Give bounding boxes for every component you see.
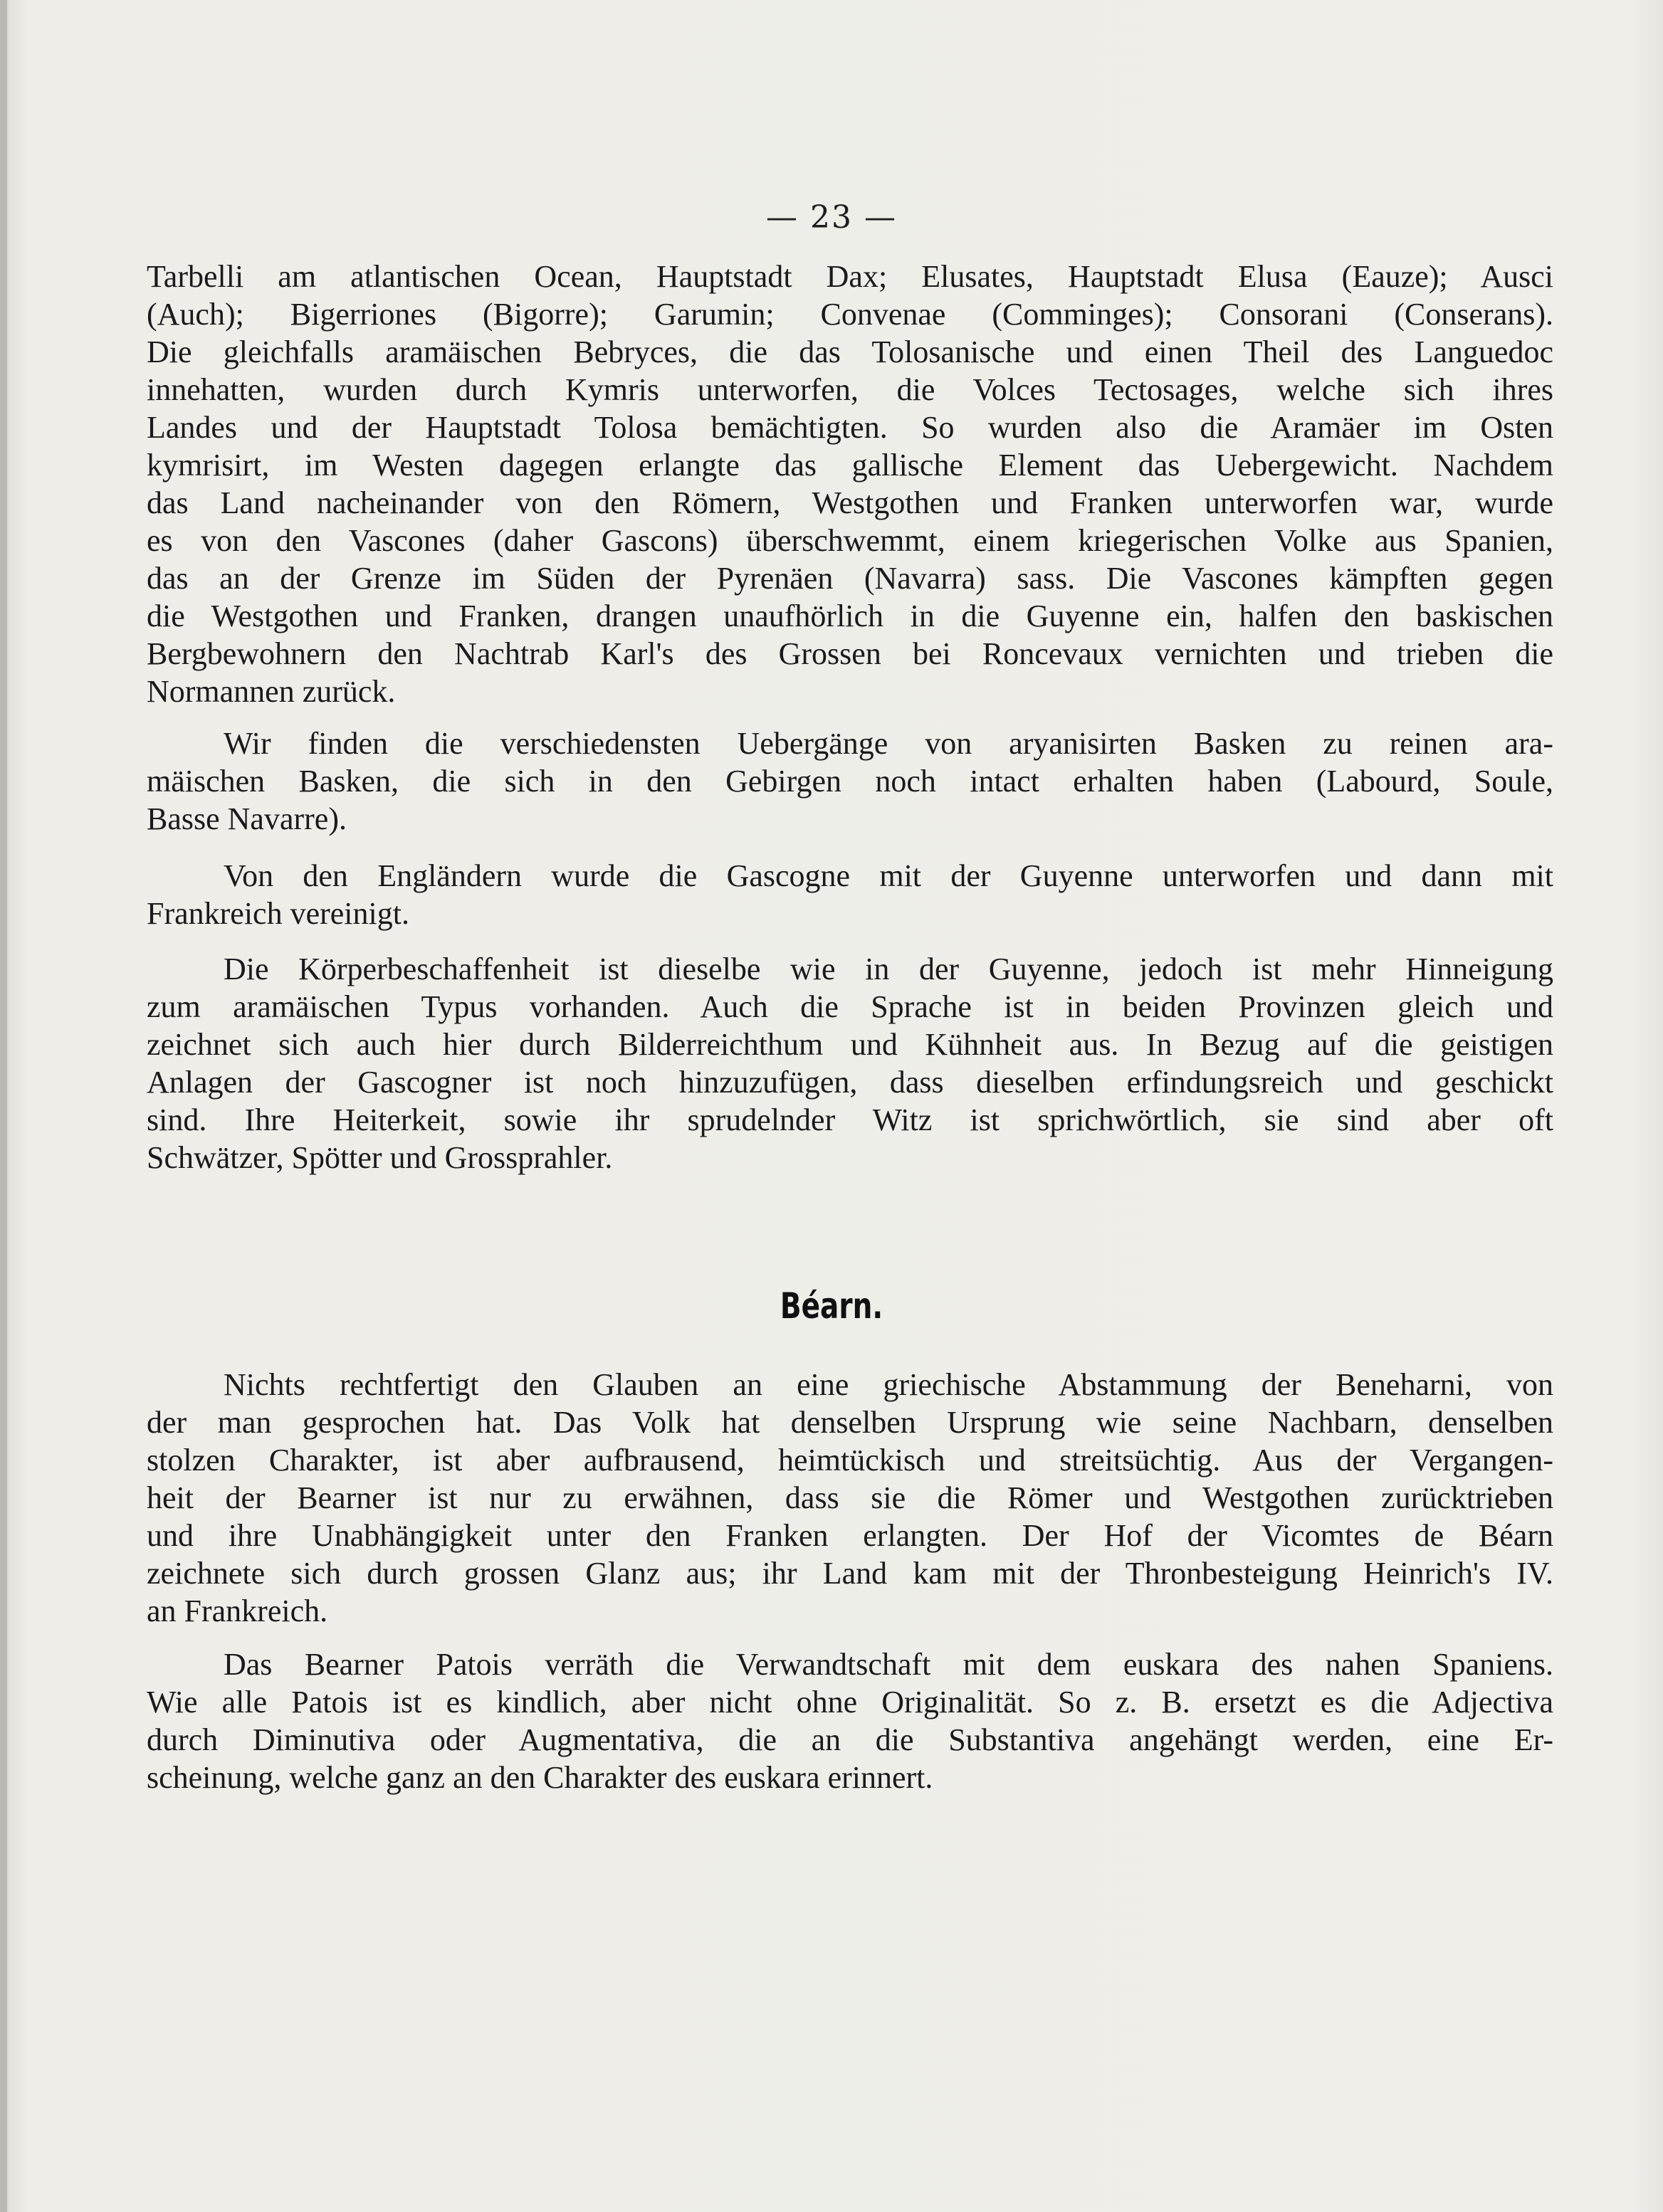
text-line: es von den Vascones (daher Gascons) überschwemmt, einem kriegerischen Volke aus Spanien, (147, 523, 1553, 558)
paragraph-4 (147, 950, 1553, 1176)
text-line: das Land nacheinander von den Römern, Westgothen und Franken unterworfen war, wurde (147, 485, 1553, 520)
text-line: Basse Navarre). (147, 801, 347, 836)
section-heading: Béarn. (780, 1285, 883, 1327)
paragraph-5 (147, 1366, 1553, 1630)
text-line: die Westgothen und Franken, drangen unaufhörlich in die Guyenne ein, halfen den baskischen (147, 599, 1553, 633)
text-line: Bergbewohnern den Nachtrab Karl's des Grossen bei Roncevaux vernichten und trieben die (147, 636, 1553, 671)
text-line: durch Diminutiva oder Augmentativa, die an die Substantiva angehängt werden, eine Er- (147, 1722, 1553, 1757)
text-line: Frankreich vereinigt. (147, 896, 409, 931)
text-line: Landes und der Hauptstadt Tolosa bemächtigten. So wurden also die Aramäer im Osten (147, 410, 1553, 445)
text-line: Schwätzer, Spötter und Grossprahler. (147, 1140, 613, 1175)
text-line: Nichts rechtfertigt den Glauben an eine griechische Abstammung der Beneharni, von (224, 1367, 1553, 1402)
text-line: und ihre Unabhängigkeit unter den Franken erlangten. Der Hof der Vicomtes de Béarn (147, 1518, 1553, 1553)
text-line: (Auch); Bigerriones (Bigorre); Garumin; Convenae (Comminges); Consorani (Conserans). (147, 297, 1553, 332)
text-line: zeichnete sich durch grossen Glanz aus; ihr Land kam mit der Thronbesteigung Heinrich's IV. (147, 1556, 1553, 1591)
page-number: — 23 — (766, 199, 897, 236)
text-line: innehatten, wurden durch Kymris unterworfen, die Volces Tectosages, welche sich ihres (147, 372, 1553, 407)
text-line: sind. Ihre Heiterkeit, sowie ihr sprudelnder Witz ist sprichwörtlich, sie sind aber oft (147, 1102, 1553, 1137)
text-line: Wir finden die verschiedensten Uebergänge von aryanisirten Basken zu reinen ara- (224, 726, 1553, 761)
text-line: zum aramäischen Typus vorhanden. Auch die Sprache ist in beiden Provinzen gleich und (147, 989, 1553, 1024)
text-line: Tarbelli am atlantischen Ocean, Hauptstadt Dax; Elusates, Hauptstadt Elusa (Eauze); Ausci (147, 259, 1553, 294)
text-line: Wie alle Patois ist es kindlich, aber nicht ohne Originalität. So z. B. ersetzt es die Adjectiva (147, 1685, 1553, 1719)
paragraph-1 (147, 258, 1553, 710)
text-line: Die Körperbeschaffenheit ist dieselbe wie in der Guyenne, jedoch ist mehr Hinneigung (224, 952, 1553, 986)
text-line: heit der Bearner ist nur zu erwähnen, dass sie die Römer und Westgothen zurücktrieben (147, 1480, 1553, 1515)
page-binding-edge (0, 0, 7, 2212)
paragraph-2 (147, 725, 1553, 838)
text-line: Das Bearner Patois verräth die Verwandtschaft mit dem euskara des nahen Spaniens. (224, 1647, 1553, 1682)
text-line: der man gesprochen hat. Das Volk hat denselben Ursprung wie seine Nachbarn, denselben (147, 1405, 1553, 1440)
text-line: Von den Engländern wurde die Gascogne mit der Guyenne unterworfen und dann mit (224, 858, 1553, 893)
text-line: Die gleichfalls aramäischen Bebryces, die das Tolosanische und einen Theil des Languedoc (147, 335, 1553, 369)
text-line: scheinung, welche ganz an den Charakter des euskara erinnert. (147, 1760, 933, 1795)
paragraph-3 (147, 857, 1553, 932)
text-line: Normannen zurück. (147, 674, 396, 709)
text-line: mäischen Basken, die sich in den Gebirgen noch intact erhalten haben (Labourd, Soule, (147, 764, 1553, 799)
text-line: an Frankreich. (147, 1594, 328, 1628)
text-line: stolzen Charakter, ist aber aufbrausend, heimtückisch und streitsüchtig. Aus der Vergangen- (147, 1443, 1553, 1478)
text-line: kymrisirt, im Westen dagegen erlangte das gallische Element das Uebergewicht. Nachdem (147, 448, 1553, 483)
text-line: zeichnet sich auch hier durch Bilderreichthum und Kühnheit aus. In Bezug auf die geistigen (147, 1027, 1553, 1062)
paragraph-6 (147, 1645, 1553, 1796)
text-line: das an der Grenze im Süden der Pyrenäen (Navarra) sass. Die Vascones kämpften gegen (147, 561, 1553, 596)
text-line: Anlagen der Gascogner ist noch hinzuzufügen, dass dieselben erfindungsreich und geschickt (147, 1065, 1553, 1100)
